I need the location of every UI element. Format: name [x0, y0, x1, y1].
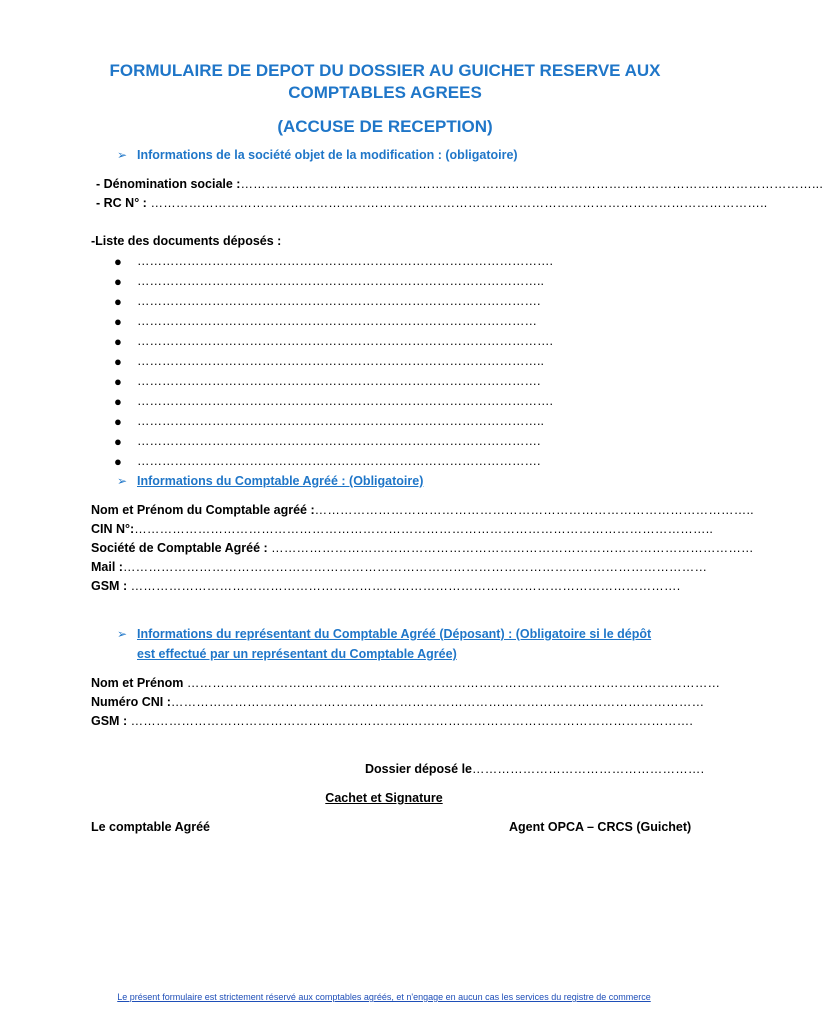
- accountant-gsm-field[interactable]: [91, 579, 702, 593]
- section-accountant-heading: [117, 474, 423, 488]
- accountant-signature-label: Le comptable Agréé: [91, 820, 211, 834]
- document-line-4[interactable]: ……………………………………………………………………………………: [137, 314, 537, 328]
- bullet-icon: ●: [114, 394, 122, 409]
- mail-dots: …………………………………………………………………………………………………………………………: [122, 560, 708, 574]
- deposit-date-dots: ……………………………………………….: [472, 762, 705, 776]
- section-representative-heading-line2: est effectué par un représentant du Comptable Agrée): [137, 647, 457, 661]
- bullet-icon: ●: [114, 254, 122, 269]
- cin-label: CIN N°:: [91, 522, 135, 536]
- denomination-label: - Dénomination sociale :: [96, 177, 241, 191]
- documents-list-label: -Liste des documents déposés :: [91, 234, 282, 248]
- deposit-date-field[interactable]: [365, 762, 704, 776]
- cni-label: Numéro CNI :: [91, 695, 171, 709]
- rc-dots: ………………………………………………………………………………………………………………………………..: [146, 196, 768, 210]
- bullet-icon: ●: [114, 374, 122, 389]
- rc-field[interactable]: [96, 196, 768, 210]
- title-line-1: FORMULAIRE DE DEPOT DU DOSSIER AU GUICHET RESERVE AUX: [109, 61, 661, 80]
- stamp-signature-text: Cachet et Signature: [325, 791, 443, 805]
- bullet-icon: ●: [114, 334, 122, 349]
- cni-dots: ………………………………………………………………………………………………………………: [170, 695, 705, 709]
- arrow-bullet-icon: ➢: [117, 148, 128, 162]
- arrow-bullet-icon: ➢: [117, 474, 128, 488]
- bullet-icon: ●: [114, 294, 122, 309]
- form-title: [60, 60, 710, 104]
- accountant-gsm-dots: ………………………………………………………………………………………………………………….: [130, 579, 681, 593]
- form-subtitle: (ACCUSE DE RECEPTION): [277, 117, 493, 136]
- deposit-date-label: Dossier déposé le: [365, 762, 472, 776]
- document-line-5[interactable]: ……………………………………………………………………………………….: [137, 334, 553, 348]
- section-representative-heading: [117, 627, 651, 641]
- arrow-bullet-icon: ➢: [117, 627, 128, 641]
- accountant-company-label: Société de Comptable Agréé :: [91, 541, 272, 555]
- bullet-icon: ●: [114, 414, 122, 429]
- accountant-name-field[interactable]: [91, 503, 754, 517]
- cin-dots: ………………………………………………………………………………………………………………………..: [134, 522, 714, 536]
- accountant-name-dots: …………………………………………………………………………………………..: [314, 503, 754, 517]
- representative-name-label: Nom et Prénom: [91, 676, 187, 690]
- document-line-6[interactable]: ……………………………………………………………………………………..: [137, 354, 544, 368]
- document-line-9[interactable]: ……………………………………………………………………………………..: [137, 414, 544, 428]
- document-line-7[interactable]: …………………………………………………………………………………….: [137, 374, 541, 388]
- denomination-field[interactable]: [96, 177, 823, 191]
- bullet-icon: ●: [114, 314, 122, 329]
- section-representative-heading-cont: [137, 647, 457, 661]
- representative-name-dots: ………………………………………………………………………………………………………………: [186, 676, 721, 690]
- bullet-icon: ●: [114, 354, 122, 369]
- denomination-dots: ………………………………………………………………………………………………………………………...: [240, 177, 823, 191]
- bullet-icon: ●: [114, 274, 122, 289]
- mail-label: Mail :: [91, 560, 123, 574]
- cni-field[interactable]: [91, 695, 705, 709]
- document-line-11[interactable]: …………………………………………………………………………………….: [137, 454, 541, 468]
- accountant-company-field[interactable]: [91, 541, 754, 555]
- title-line-2: COMPTABLES AGREES: [288, 83, 482, 102]
- mail-field[interactable]: [91, 560, 708, 574]
- representative-gsm-label: GSM :: [91, 714, 131, 728]
- document-line-3[interactable]: …………………………………………………………………………………….: [137, 294, 541, 308]
- section-accountant-heading-text: Informations du Comptable Agréé : (Obligatoire): [137, 474, 424, 488]
- rc-label: - RC N° :: [96, 196, 147, 210]
- document-line-1[interactable]: ……………………………………………………………………………………….: [137, 254, 553, 268]
- section-company-heading: [117, 148, 518, 162]
- section-company-heading-text: Informations de la société objet de la modification : (obligatoire): [137, 148, 518, 162]
- document-line-10[interactable]: …………………………………………………………………………………….: [137, 434, 541, 448]
- document-line-2[interactable]: ……………………………………………………………………………………..: [137, 274, 544, 288]
- representative-name-field[interactable]: [91, 676, 721, 690]
- disclaimer-footer: Le présent formulaire est strictement réservé aux comptables agréés, et n'engage en aucun cas les services du registre de commerce: [117, 992, 651, 1002]
- accountant-gsm-label: GSM :: [91, 579, 131, 593]
- representative-gsm-field[interactable]: [91, 714, 695, 728]
- bullet-icon: ●: [114, 454, 122, 469]
- bullet-icon: ●: [114, 434, 122, 449]
- agent-signature-label: Agent OPCA – CRCS (Guichet): [509, 820, 692, 834]
- document-line-8[interactable]: ……………………………………………………………………………………….: [137, 394, 553, 408]
- cin-field[interactable]: [91, 522, 714, 536]
- stamp-signature-heading: [0, 791, 768, 805]
- section-representative-heading-line1: Informations du représentant du Comptable Agréé (Déposant) : (Obligatoire si le dépôt: [137, 627, 652, 641]
- accountant-name-label: Nom et Prénom du Comptable agréé :: [91, 503, 315, 517]
- representative-gsm-dots: …………………………………………………………………………………………………………………….: [130, 714, 694, 728]
- accountant-company-dots: ……………………………………………………………………………………………………: [271, 541, 754, 555]
